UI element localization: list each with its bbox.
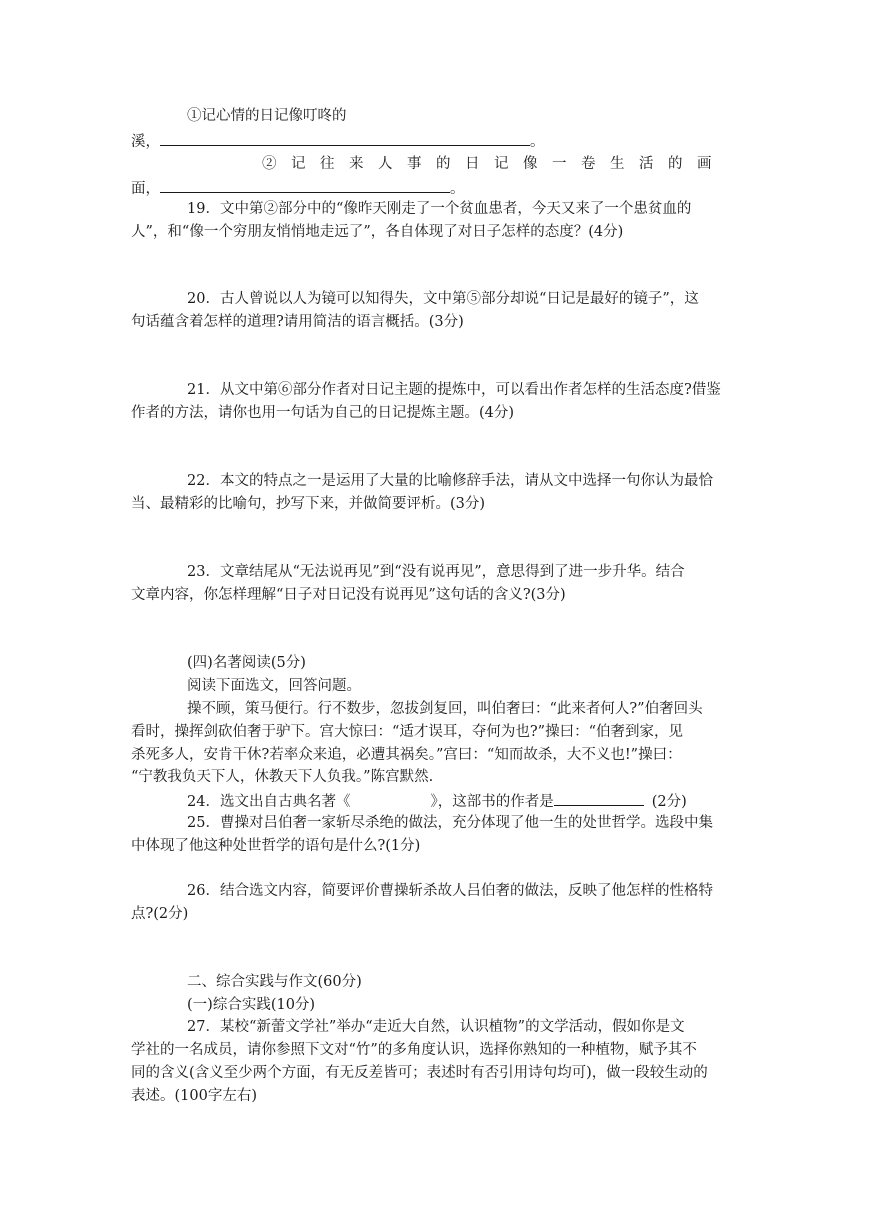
q24-prefix: 24．选文出自古典名著《 (187, 794, 351, 810)
q23-line-1: 23．文章结尾从“无法说再见”到“没有说再见”，意思得到了进一步升华。结合 (187, 564, 685, 580)
passage-line-3: 杀死多人，安肯干休?若率众来追，必遭其祸矣。”宫曰：“知而故杀，大不义也!”操曰： (131, 747, 682, 763)
q21-line-2: 作者的方法，请你也用一句话为自己的日记提炼主题。(4分) (131, 405, 515, 421)
prompt-line-2-text: 溪， (131, 134, 160, 150)
q24-points: (2分) (651, 794, 687, 810)
q27-line-1: 27．某校“新蕾文学社”举办“走近大自然，认识植物”的文学活动，假如你是文 (187, 1019, 685, 1035)
part-2-subheading: (一)综合实践(10分) (187, 997, 316, 1013)
q22-line-1: 22．本文的特点之一是运用了大量的比喻修辞手法，请从文中选择一句你认为最恰 (187, 473, 713, 489)
q21-line-1: 21．从文中第⑥部分作者对日记主题的提炼中，可以看出作者怎样的生活态度?借鉴 (187, 382, 721, 398)
q19-line-2: 人”，和“像一个穷朋友悄悄地走远了”，各自体现了对日子怎样的态度？(4分) (131, 224, 624, 240)
q27-line-2: 学社的一名成员，请你参照下文对“竹”的多角度认识，选择你熟知的一种植物，赋予其不 (131, 1042, 697, 1058)
prompt-line-3: ② 记 往 来 人 事 的 日 记 像 一 卷 生 活 的 画 (262, 156, 712, 172)
q26-line-2: 点?(2分) (131, 906, 189, 922)
passage-line-2: 看时，操挥剑砍伯奢于驴下。宫大惊曰：“适才误耳，夺何为也?”操曰：“伯奢到家，见 (131, 724, 684, 740)
q27-line-4: 表述。(100字左右) (131, 1088, 257, 1104)
q27-line-3: 同的含义(含义至少两个方面，有无反差皆可；表述时有否引用诗句均可)，做一段较生动的 (131, 1065, 708, 1081)
prompt-line-4-text: 面， (131, 181, 160, 197)
prompt-line-1: ①记心情的日记像叮咚的 (187, 108, 347, 124)
author-blank[interactable] (554, 791, 644, 806)
q24-middle: 》，这部书的作者是 (430, 794, 554, 810)
section-4-instruction: 阅读下面选文，回答问题。 (187, 678, 361, 694)
q24-line (187, 791, 687, 811)
q25-line-1: 25．曹操对吕伯奢一家斩尽杀绝的做法，充分体现了他一生的处世哲学。选段中集 (187, 815, 713, 831)
prompt-line-2 (131, 131, 545, 151)
period: 。 (450, 181, 465, 197)
answer-blank-2[interactable] (160, 178, 450, 193)
q22-line-2: 当、最精彩的比喻句，抄写下来，并做简要评析。(3分) (131, 496, 486, 512)
section-4-heading: (四)名著阅读(5分) (187, 655, 306, 671)
period: 。 (530, 134, 545, 150)
passage-line-4: “宁教我负天下人，休教天下人负我。”陈宫默然. (131, 769, 434, 785)
prompt-line-4 (131, 178, 465, 198)
q25-line-2: 中体现了他这种处世哲学的语句是什么?(1分) (131, 838, 421, 854)
passage-line-1: 操不顾，策马便行。行不数步，忽拔剑复回，叫伯奢曰：“此来者何人?”伯奢回头 (187, 701, 703, 717)
answer-blank-1[interactable] (160, 131, 530, 146)
q26-line-1: 26．结合选文内容，简要评价曹操斩杀故人吕伯奢的做法，反映了他怎样的性格特 (187, 883, 713, 899)
part-2-heading: 二、综合实践与作文(60分) (187, 974, 362, 990)
q23-line-2: 文章内容，你怎样理解“日子对日记没有说再见”这句话的含义?(3分) (131, 587, 566, 603)
q19-line-1: 19．文中第②部分中的“像昨天刚走了一个贫血患者，今天又来了一个患贫血的 (187, 201, 692, 217)
q20-line-1: 20．古人曾说以人为镜可以知得失，文中第⑤部分却说“日记是最好的镜子”，这 (187, 291, 699, 307)
q20-line-2: 句话蕴含着怎样的道理?请用简洁的语言概括。(3分) (131, 314, 464, 330)
